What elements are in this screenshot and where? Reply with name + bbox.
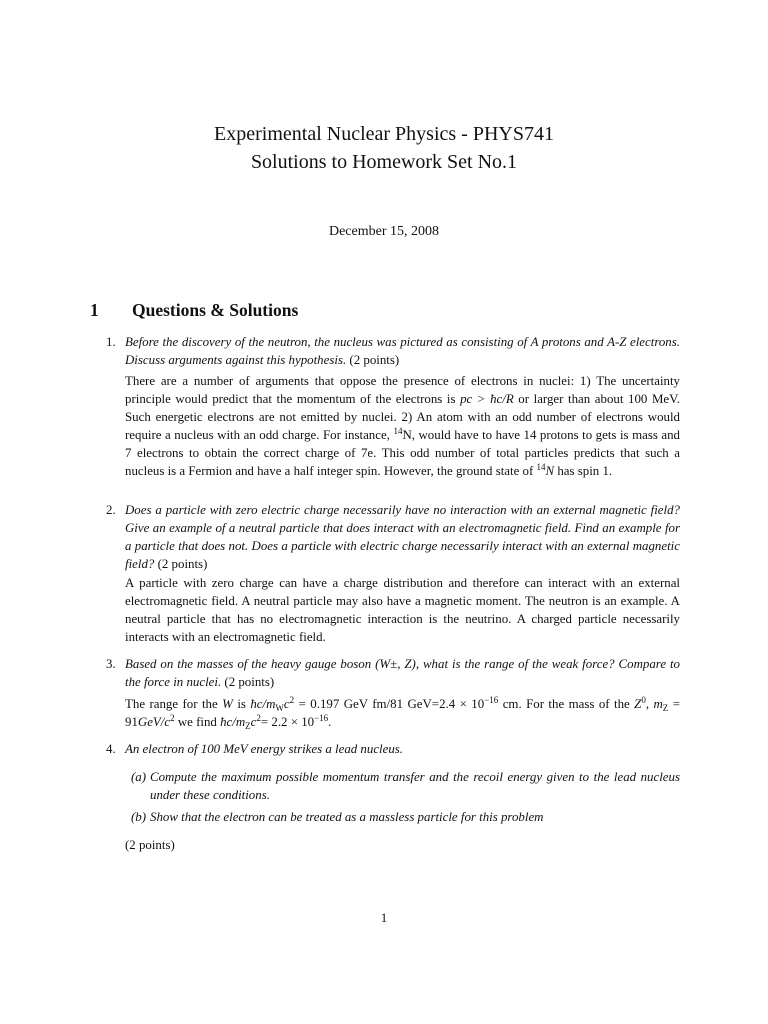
- question-4: [106, 740, 680, 758]
- equation: pc > ħc/R: [460, 392, 514, 406]
- question-4-part-b: [131, 808, 680, 826]
- answer-text: There are a number of arguments that oppose the presence of electrons in nuclei: 1) The uncertainty principle would predict that the momentum of the electrons is: [125, 374, 680, 406]
- question-text: An electron of 100 MeV energy strikes a lead nucleus.: [125, 742, 404, 756]
- question-1: [106, 333, 680, 369]
- question-number: 3.: [106, 657, 116, 671]
- isotope-mass-number: 14: [393, 426, 403, 436]
- answer-text: ,: [645, 697, 654, 711]
- part-text: Show that the electron can be treated as a massless particle for this problem: [150, 810, 544, 824]
- question-number: 2.: [106, 503, 116, 517]
- subscript: Z: [245, 721, 251, 731]
- exponent: −16: [484, 695, 499, 705]
- answer-text: = 2.2 × 10: [260, 715, 315, 729]
- section-title: Questions & Solutions: [132, 300, 299, 320]
- exponent: −16: [314, 713, 329, 723]
- question-2: [106, 501, 680, 573]
- part-label: (a): [131, 770, 147, 784]
- equation: ħc/m: [250, 697, 276, 711]
- title-line-2: Solutions to Homework Set No.1: [250, 151, 518, 173]
- section-number: 1: [90, 300, 99, 320]
- question-points: (2 points): [224, 675, 275, 689]
- answer-text: .: [328, 715, 332, 729]
- question-text: Does a particle with zero electric charge necessarily have no interaction with an external magnetic field? Give an example of a neutral particle that does interact with an electromagnetic field. Find an example for a particle that does not. Does a particle with electric charge necessarily interact with an external magnetic field?: [125, 503, 680, 571]
- answer-text: has spin 1.: [554, 464, 613, 478]
- superscript: 2: [256, 713, 261, 723]
- equation: ħc/m: [220, 715, 246, 729]
- answer-text: we find: [174, 715, 221, 729]
- symbol: c: [283, 697, 290, 711]
- question-text: Before the discovery of the neutron, the nucleus was pictured as consisting of A protons and A-Z electrons. Discuss arguments against this hypothesis.: [125, 335, 680, 367]
- answer-text: The range for the: [125, 697, 223, 711]
- symbol: W: [222, 697, 233, 711]
- part-text: Compute the maximum possible momentum transfer and the recoil energy given to the lead nucleus under these conditions.: [150, 770, 680, 802]
- question-points: (2 points): [125, 838, 175, 852]
- answer-3: [125, 695, 680, 731]
- answer-text: = 0.197 GeV fm/81 GeV=2.4 × 10: [294, 697, 485, 711]
- superscript: 2: [170, 713, 175, 723]
- question-number: 1.: [106, 335, 116, 349]
- document-title: [0, 120, 768, 176]
- question-number: 4.: [106, 742, 116, 756]
- subscript: Z: [662, 703, 669, 713]
- part-label: (b): [131, 810, 147, 824]
- superscript: 2: [289, 695, 295, 705]
- section-heading: [90, 298, 298, 322]
- page-number: 1: [380, 910, 388, 925]
- answer-2: A particle with zero charge can have a charge distribution and therefore can interact with an external electromagnetic field. A neutral particle may also have a magnetic moment. The neutron is an example. A neutral particle that has no electromagnetic interaction is the neutrino. A charged particle necessarily interacts with an electromagnetic field.: [125, 576, 680, 644]
- unit: GeV/c: [137, 715, 171, 729]
- question-points: (2 points): [157, 557, 208, 571]
- isotope-symbol: N: [545, 464, 555, 478]
- isotope-mass-number: 14: [536, 462, 546, 472]
- question-text: Based on the masses of the heavy gauge boson (W±, Z), what is the range of the weak force? Compare to the force in nuclei.: [125, 657, 680, 689]
- answer-text: is: [232, 697, 251, 711]
- question-4-part-a: [131, 768, 680, 804]
- answer-1: [125, 372, 680, 480]
- document-date: December 15, 2008: [328, 224, 440, 239]
- isotope-symbol: N: [402, 428, 412, 442]
- symbol: c: [250, 715, 257, 729]
- question-points: (2 points): [349, 353, 400, 367]
- answer-text: cm. For the mass of the: [498, 697, 635, 711]
- answer-text: or larger than about 100 MeV. Such energetic electrons are not emitted by nuclei. 2) An atom with an odd number of electrons would require a nucleus with an odd charge. For instance,: [125, 392, 680, 442]
- title-line-1: Experimental Nuclear Physics - PHYS741: [214, 123, 554, 145]
- subscript: W: [275, 703, 284, 713]
- answer-text: = 91: [125, 697, 680, 729]
- superscript: 0: [641, 695, 646, 705]
- question-3: [106, 655, 680, 691]
- answer-text: , would have to have 14 protons to gets is mass and 7 electrons to obtain the correct charge of 7e. This odd number of total particles predicts that such a nucleus is a Fermion and have a half integer spin. However, the ground state of: [125, 428, 680, 478]
- symbol: Z: [634, 697, 642, 711]
- symbol: m: [653, 697, 663, 711]
